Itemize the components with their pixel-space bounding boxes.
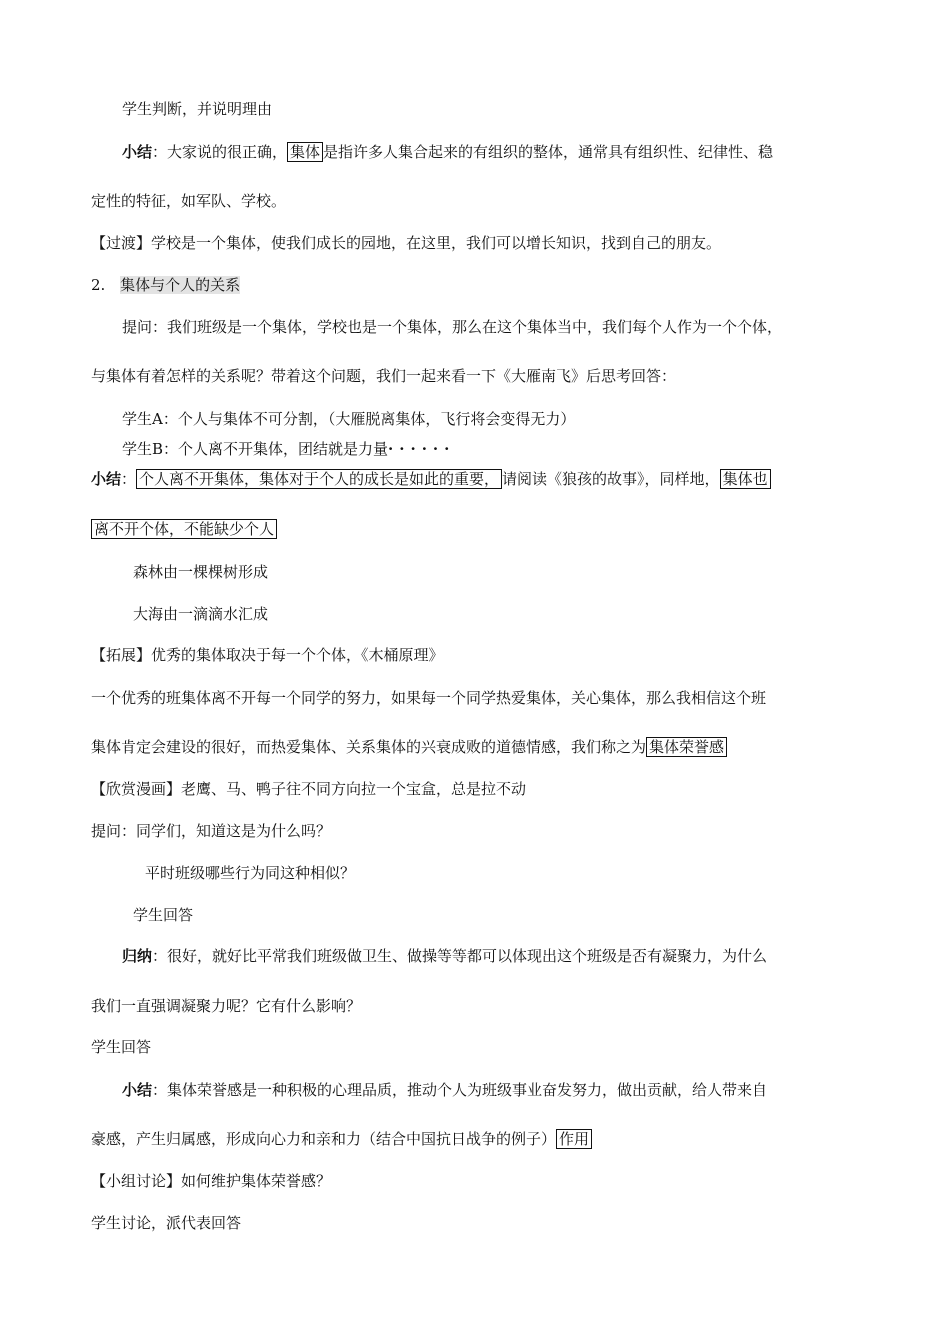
induction-label: 归纳 <box>122 947 153 965</box>
paragraph-student-judge: 学生判断，并说明理由 <box>122 100 273 118</box>
student-b-answer: 学生B：个人离不开集体，团结就是力量······ <box>122 440 456 458</box>
example-forest: 森林由一棵棵树形成 <box>133 563 269 581</box>
paragraph-excellent-class: 一个优秀的班集体离不开每一个同学的努力，如果每一个同学热爱集体，关心集体，那么我相信这个班 <box>91 689 767 707</box>
summary-label: 小结 <box>91 470 122 488</box>
paragraph-induction: 归纳：很好，就好比平常我们班级做卫生、做操等等都可以体现出这个班级是否有凝聚力，为什么 <box>122 947 768 965</box>
paragraph-question-continued: 与集体有着怎样的关系呢？带着这个问题，我们一起来看一下《大雁南飞》后思考回答： <box>91 367 677 385</box>
paragraph-summary-collective: 小结：大家说的很正确， 集体 是指许多人集合起来的有组织的整体，通常具有组织性、纪律性、稳 <box>122 143 774 161</box>
boxed-statement-collective-start: 集体也 <box>720 469 771 489</box>
student-response-1: 学生回答 <box>133 906 194 924</box>
paragraph-group-discussion: 【小组讨论】如何维护集体荣誉感？ <box>91 1172 332 1190</box>
example-sea: 大海由一滴滴水汇成 <box>133 605 269 623</box>
paragraph-summary-continued: 定性的特征，如军队、学校。 <box>91 192 287 210</box>
summary-label: 小结 <box>122 1081 153 1099</box>
summary-label: 小结 <box>122 143 153 161</box>
boxed-term-effect: 作用 <box>556 1129 592 1149</box>
paragraph-question-similar: 平时班级哪些行为同这种相似？ <box>145 864 356 882</box>
boxed-statement-individual: 个人离不开集体，集体对于个人的成长是如此的重要， <box>136 469 502 489</box>
boxed-term-collective: 集体 <box>287 142 323 162</box>
paragraph-summary-individual: 小结： 个人离不开集体，集体对于个人的成长是如此的重要， 请阅读《狼孩的故事》，同样地， 集体也 <box>91 469 771 489</box>
paragraph-student-discussion: 学生讨论，派代表回答 <box>91 1214 242 1232</box>
paragraph-excellent-class-continued: 集体肯定会建设的很好，而热爱集体、关系集体的兴衰成败的道德情感，我们称之为 集体荣誉感 <box>91 737 727 757</box>
section-heading-2 <box>91 275 240 295</box>
boxed-term-honor: 集体荣誉感 <box>646 737 727 757</box>
paragraph-extension: 【拓展】优秀的集体取决于每一个个体，《木桶原理》 <box>91 646 444 664</box>
paragraph-question: 提问：我们班级是一个集体，学校也是一个集体，那么在这个集体当中，我们每个人作为一个个体， <box>122 318 783 336</box>
student-response-2: 学生回答 <box>91 1038 152 1056</box>
paragraph-transition: 【过渡】学校是一个集体，使我们成长的园地，在这里，我们可以增长知识，找到自己的朋友。 <box>91 234 722 252</box>
paragraph-summary-honor-continued: 豪感，产生归属感，形成向心力和亲和力（结合中国抗日战争的例子） 作用 <box>91 1129 592 1149</box>
paragraph-question-why: 提问：同学们，知道这是为什么吗？ <box>91 822 332 840</box>
boxed-statement-collective-end: 离不开个体，不能缺少个人 <box>91 519 277 539</box>
paragraph-cartoon: 【欣赏漫画】老鹰、马、鸭子往不同方向拉一个宝盒，总是拉不动 <box>91 780 527 798</box>
paragraph-induction-continued: 我们一直强调凝聚力呢？它有什么影响？ <box>91 997 362 1015</box>
student-a-answer: 学生A：个人与集体不可分割，（大雁脱离集体，飞行将会变得无力） <box>122 410 576 428</box>
section-title: 集体与个人的关系 <box>120 276 241 294</box>
paragraph-summary-individual-continued <box>91 519 277 539</box>
section-number: 2. <box>91 276 106 294</box>
paragraph-summary-honor: 小结：集体荣誉感是一种积极的心理品质，推动个人为班级事业奋发努力，做出贡献，给人带来自 <box>122 1081 768 1099</box>
